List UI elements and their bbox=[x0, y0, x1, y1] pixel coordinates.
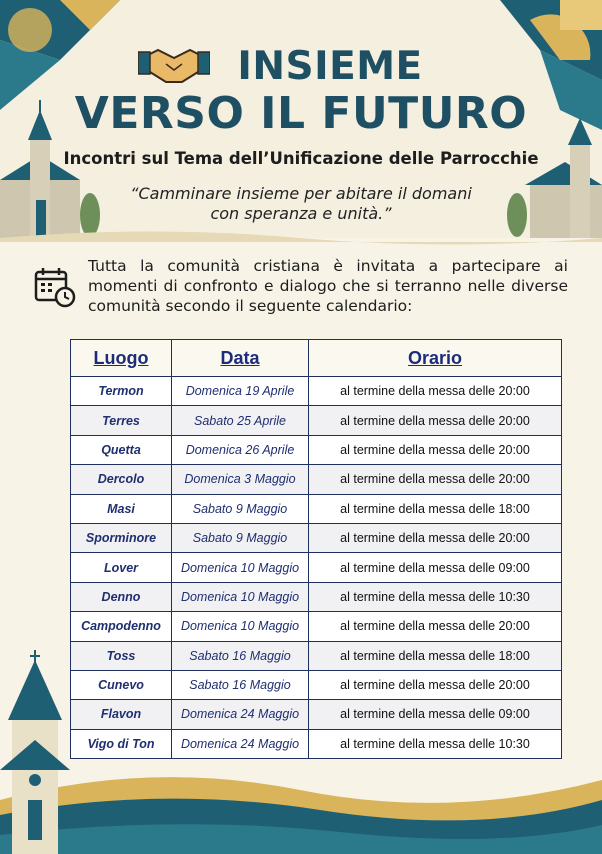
cell-time: al termine della messa delle 09:00 bbox=[309, 553, 562, 582]
table-row bbox=[71, 641, 562, 670]
cell-time: al termine della messa delle 10:30 bbox=[309, 582, 562, 611]
cell-date: Sabato 16 Maggio bbox=[172, 641, 309, 670]
cell-date: Domenica 10 Maggio bbox=[172, 612, 309, 641]
cell-place: Dercolo bbox=[71, 465, 172, 494]
quote-line2: con speranza e unità.” bbox=[210, 204, 392, 223]
table-header-row bbox=[71, 340, 562, 377]
cell-time: al termine della messa delle 20:00 bbox=[309, 435, 562, 464]
quote-line1: “Camminare insieme per abitare il domani bbox=[130, 184, 472, 203]
table-row bbox=[71, 406, 562, 435]
schedule-table bbox=[70, 339, 562, 759]
cell-time: al termine della messa delle 09:00 bbox=[309, 700, 562, 729]
cell-place: Toss bbox=[71, 641, 172, 670]
cell-place: Cunevo bbox=[71, 670, 172, 699]
header-place: Luogo bbox=[71, 340, 172, 377]
cell-time: al termine della messa delle 18:00 bbox=[309, 494, 562, 523]
table-row bbox=[71, 729, 562, 758]
table-row bbox=[71, 612, 562, 641]
table-row bbox=[71, 377, 562, 406]
cell-time: al termine della messa delle 20:00 bbox=[309, 406, 562, 435]
header-date: Data bbox=[172, 340, 309, 377]
table-row bbox=[71, 670, 562, 699]
cell-time: al termine della messa delle 20:00 bbox=[309, 612, 562, 641]
cell-place: Masi bbox=[71, 494, 172, 523]
title-line1: INSIEME bbox=[237, 44, 423, 89]
cell-date: Domenica 26 Aprile bbox=[172, 435, 309, 464]
table-row bbox=[71, 494, 562, 523]
cell-date: Domenica 19 Aprile bbox=[172, 377, 309, 406]
quote bbox=[0, 184, 602, 224]
cell-date: Domenica 24 Maggio bbox=[172, 729, 309, 758]
cell-date: Domenica 10 Maggio bbox=[172, 582, 309, 611]
cell-date: Sabato 9 Maggio bbox=[172, 494, 309, 523]
cell-time: al termine della messa delle 20:00 bbox=[309, 670, 562, 699]
subtitle: Incontri sul Tema dell’Unificazione delle Parrocchie bbox=[63, 149, 539, 168]
cell-date: Sabato 16 Maggio bbox=[172, 670, 309, 699]
intro-text: Tutta la comunità cristiana è invitata a partecipare ai momenti di confronto e dialogo che si terranno nelle diverse comunità secondo il seguente calendario: bbox=[88, 257, 568, 315]
cell-time: al termine della messa delle 20:00 bbox=[309, 465, 562, 494]
table-row bbox=[71, 435, 562, 464]
cell-place: Termon bbox=[71, 377, 172, 406]
cell-place: Vigo di Ton bbox=[71, 729, 172, 758]
table-row bbox=[71, 700, 562, 729]
title-line2: VERSO IL FUTURO bbox=[74, 88, 528, 139]
cell-place: Sporminore bbox=[71, 523, 172, 552]
cell-date: Sabato 25 Aprile bbox=[172, 406, 309, 435]
cell-time: al termine della messa delle 10:30 bbox=[309, 729, 562, 758]
cell-place: Terres bbox=[71, 406, 172, 435]
cell-place: Campodenno bbox=[71, 612, 172, 641]
cell-time: al termine della messa delle 20:00 bbox=[309, 523, 562, 552]
table-row bbox=[71, 523, 562, 552]
cell-date: Domenica 10 Maggio bbox=[172, 553, 309, 582]
cell-time: al termine della messa delle 18:00 bbox=[309, 641, 562, 670]
cell-place: Lover bbox=[71, 553, 172, 582]
cell-place: Flavon bbox=[71, 700, 172, 729]
cell-date: Sabato 9 Maggio bbox=[172, 523, 309, 552]
cell-place: Denno bbox=[71, 582, 172, 611]
header-time: Orario bbox=[309, 340, 562, 377]
table-row bbox=[71, 582, 562, 611]
cell-place: Quetta bbox=[71, 435, 172, 464]
cell-date: Domenica 3 Maggio bbox=[172, 465, 309, 494]
table-row bbox=[71, 553, 562, 582]
table-row bbox=[71, 465, 562, 494]
cell-time: al termine della messa delle 20:00 bbox=[309, 377, 562, 406]
calendar-clock-icon bbox=[34, 266, 76, 308]
cell-date: Domenica 24 Maggio bbox=[172, 700, 309, 729]
